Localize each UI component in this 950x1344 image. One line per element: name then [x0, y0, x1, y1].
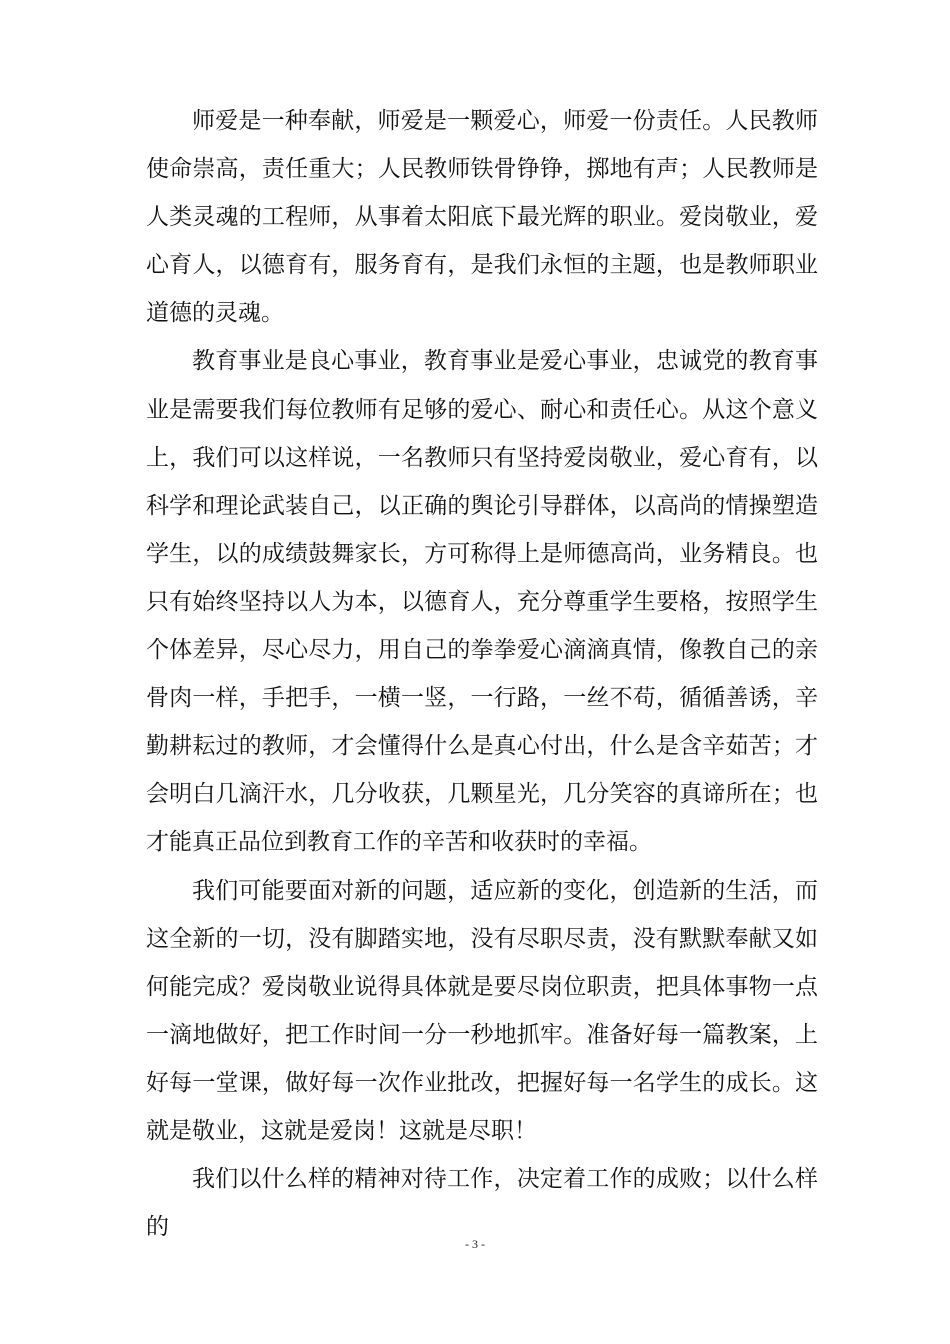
paragraph-4: 我们以什么样的精神对待工作，决定着工作的成败；以什么样的 [146, 1166, 818, 1241]
paragraph-1: 师爱是一种奉献，师爱是一颗爱心，师爱一份责任。人民教师使命崇高，责任重大；人民教师铁骨铮铮，掷地有声；人民教师是人类灵魂的工程师，从事着太阳底下最光辉的职业。爱岗敬业，爱心育人，以德育有，服务育有，是我们永恒的主题，也是教师职业道德的灵魂。 [146, 108, 818, 327]
body-text [146, 97, 818, 1251]
paragraph-2: 教育事业是良心事业，教育事业是爱心事业，忠诚党的教育事业是需要我们每位教师有足够的爱心、耐心和责任心。从这个意义上，我们可以这样说，一名教师只有坚持爱岗敬业，爱心育有，以科学和理论武装自己，以正确的舆论引导群体，以高尚的情操塑造学生，以的成绩鼓舞家长，方可称得上是师德高尚，业务精良。也只有始终坚持以人为本，以德育人，充分尊重学生要格，按照学生个体差异，尽心尽力，用自己的拳拳爱心滴滴真情，像教自己的亲骨肉一样，手把手，一横一竖，一行路，一丝不苟，循循善诱，辛勤耕耘过的教师，才会懂得什么是真心付出，什么是含辛茹苦；才会明白几滴汗水，几分收获，几颗星光，几分笑容的真谛所在；也才能真正品位到教育工作的辛苦和收获时的幸福。 [146, 348, 818, 856]
page-number: - 3 - [465, 1237, 485, 1251]
paragraph-3: 我们可能要面对新的问题，适应新的变化，创造新的生活，而这全新的一切，没有脚踏实地，没有尽职尽责，没有默默奉献又如何能完成？爱岗敬业说得具体就是要尽岗位职责，把具体事物一点一滴地做好，把工作时间一分一秒地抓牢。准备好每一篇教案，上好每一堂课，做好每一次作业批改，把握好每一名学生的成长。这就是敬业，这就是爱岗！这就是尽职！ [146, 877, 818, 1144]
